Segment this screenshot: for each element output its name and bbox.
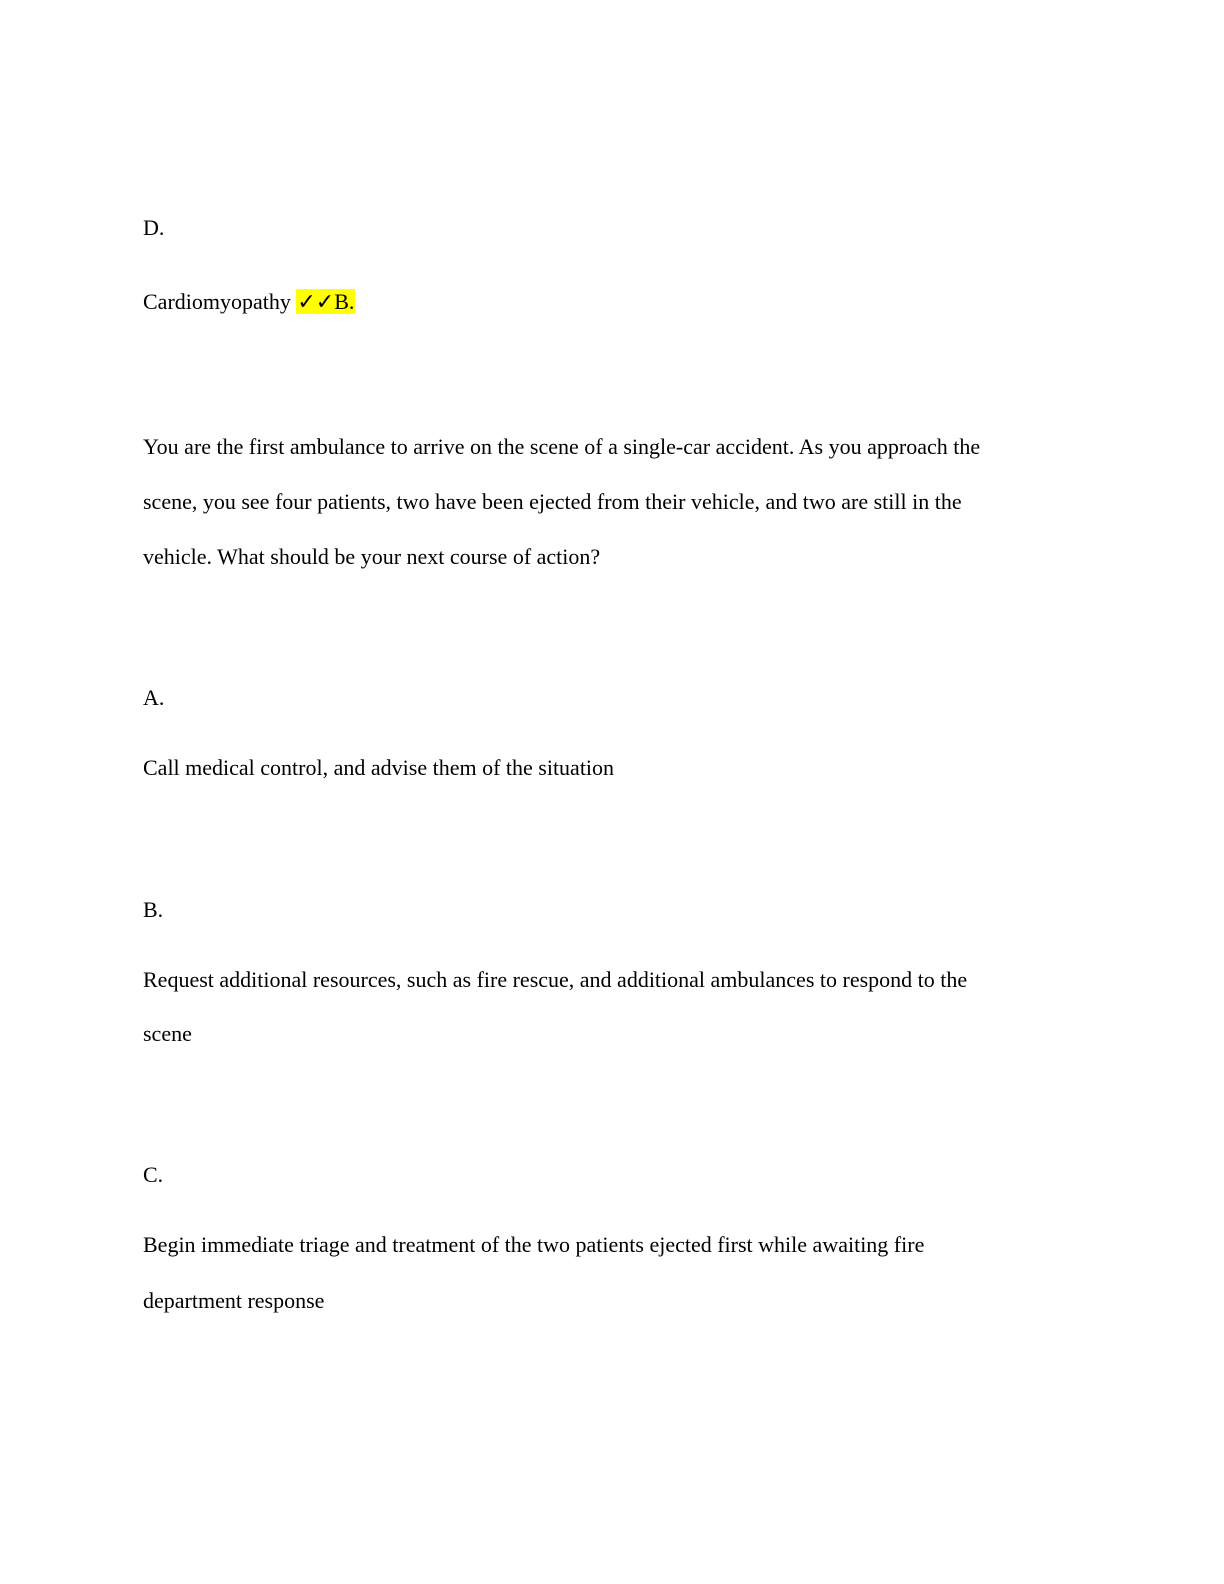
question-line-1: You are the first ambulance to arrive on the scene of a single-car accident. As you approach the — [143, 434, 981, 459]
option-c-text-line-1: Begin immediate triage and treatment of the two patients ejected first while awaiting fire — [143, 1232, 925, 1257]
option-a-letter: A. — [143, 685, 165, 710]
option-b-letter: B. — [143, 897, 164, 922]
option-d-letter: D. — [143, 215, 165, 240]
option-d-answer-line — [143, 289, 355, 316]
option-b-text-line-2: scene — [143, 1021, 192, 1046]
option-a-text: Call medical control, and advise them of the situation — [143, 755, 615, 780]
option-d-text: Cardiomyopathy — [143, 289, 291, 314]
question-line-2: scene, you see four patients, two have been ejected from their vehicle, and two are still in the — [143, 489, 962, 514]
question-line-3: vehicle. What should be your next course of action? — [143, 544, 601, 569]
option-b-text-line-1: Request additional resources, such as fire rescue, and additional ambulances to respond to the — [143, 967, 968, 992]
option-c-letter: C. — [143, 1162, 164, 1187]
double-check-icon: ✓✓ — [297, 290, 335, 315]
answer-highlight — [296, 289, 355, 314]
answer-letter: B. — [334, 289, 355, 314]
option-c-text-line-2: department response — [143, 1288, 325, 1313]
